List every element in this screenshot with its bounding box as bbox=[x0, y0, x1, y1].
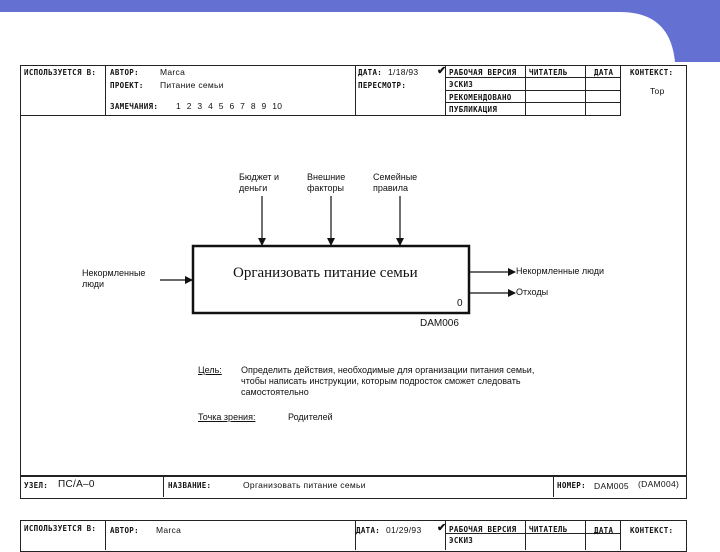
title-value: Организовать питание семьи bbox=[243, 480, 366, 490]
status-sketch: ЭСКИЗ bbox=[449, 80, 474, 89]
title-label: НАЗВАНИЕ: bbox=[168, 481, 212, 490]
output-label-unfed: Некормленные люди bbox=[516, 266, 604, 276]
status-publication: ПУБЛИКАЦИЯ bbox=[449, 105, 498, 114]
author-label: АВТОР: bbox=[110, 68, 139, 77]
number-extra: (DAM004) bbox=[638, 479, 680, 489]
number-value: DAM005 bbox=[594, 481, 629, 491]
second-author-label: АВТОР: bbox=[110, 526, 139, 535]
purpose-line-1: Определить действия, необходимые для организации питания семьи, bbox=[241, 365, 535, 375]
purpose-label: Цель: bbox=[198, 365, 222, 375]
reader-label: ЧИТАТЕЛЬ bbox=[529, 68, 568, 77]
number-label: НОМЕР: bbox=[557, 481, 586, 490]
second-status-sketch: ЭСКИЗ bbox=[449, 536, 474, 545]
second-date-value: 01/29/93 bbox=[386, 525, 422, 535]
reader-date-label: ДАТА bbox=[594, 68, 614, 77]
node-ref: DAM006 bbox=[420, 318, 459, 329]
activity-number: 0 bbox=[457, 298, 463, 309]
used-at-label: ИСПОЛЬЗУЕТСЯ В: bbox=[24, 68, 97, 77]
revision-label: ПЕРЕСМОТР: bbox=[358, 81, 407, 90]
status-recommended: РЕКОМЕНДОВАНО bbox=[449, 93, 512, 102]
purpose-line-3: самостоятельно bbox=[241, 387, 309, 397]
project-value: Питание семьи bbox=[160, 80, 224, 90]
second-status-working: РАБОЧАЯ ВЕРСИЯ bbox=[449, 525, 517, 534]
viewpoint-label: Точка зрения: bbox=[198, 412, 256, 422]
output-label-waste: Отходы bbox=[516, 287, 549, 297]
input-label: Некормленные люди bbox=[82, 268, 146, 289]
control-label-rules: Семейные правила bbox=[373, 172, 418, 193]
second-reader-date-label: ДАТА bbox=[594, 526, 614, 535]
purpose-line-2: чтобы написать инструкции, которым подросток сможет следовать bbox=[241, 376, 521, 386]
second-checkmark-icon: ✔ bbox=[437, 522, 447, 534]
context-value: Top bbox=[650, 86, 665, 96]
notes-numbers: 1 2 3 4 5 6 7 8 9 10 bbox=[176, 101, 283, 111]
activity-title: Организовать питание семьи bbox=[233, 265, 418, 281]
notes-label: ЗАМЕЧАНИЯ: bbox=[110, 102, 159, 111]
author-value: Marca bbox=[160, 67, 186, 77]
date-label: ДАТА: bbox=[358, 68, 383, 77]
node-label: УЗЕЛ: bbox=[24, 481, 49, 490]
control-label-external: Внешние факторы bbox=[307, 172, 346, 193]
viewpoint-value: Родителей bbox=[288, 412, 333, 422]
project-label: ПРОЕКТ: bbox=[110, 81, 144, 90]
second-used-at-label: ИСПОЛЬЗУЕТСЯ В: bbox=[24, 524, 97, 533]
date-value: 1/18/93 bbox=[388, 67, 419, 77]
control-label-budget: Бюджет и деньги bbox=[239, 172, 280, 193]
status-working: РАБОЧАЯ ВЕРСИЯ bbox=[449, 68, 517, 77]
context-label: КОНТЕКСТ: bbox=[630, 68, 674, 77]
checkmark-icon: ✔ bbox=[437, 65, 447, 77]
second-reader-label: ЧИТАТЕЛЬ bbox=[529, 525, 568, 534]
second-date-label: ДАТА: bbox=[356, 526, 381, 535]
node-value: ПС/А–0 bbox=[58, 479, 95, 490]
second-author-value: Marca bbox=[156, 525, 182, 535]
second-context-label: КОНТЕКСТ: bbox=[630, 526, 674, 535]
